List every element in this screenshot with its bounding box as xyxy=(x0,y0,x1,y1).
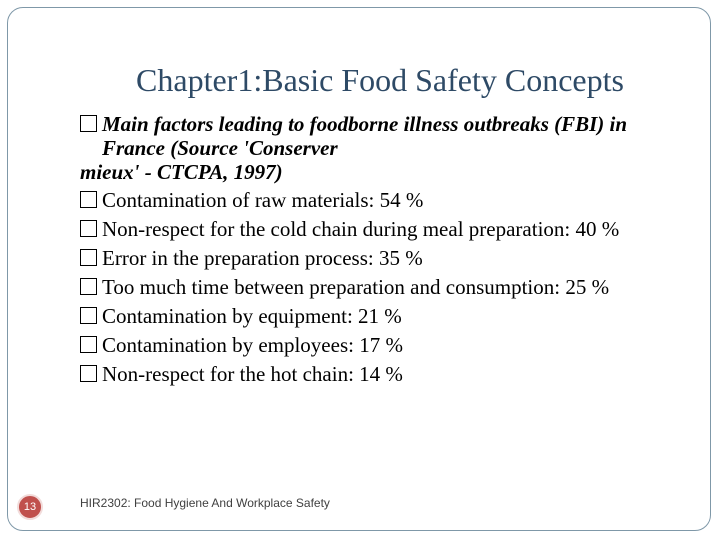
list-item-text: Contamination by employees: 17 % xyxy=(102,333,403,357)
hollow-square-bullet-icon xyxy=(80,249,97,266)
list-item xyxy=(80,275,690,299)
list-item-text: Too much time between preparation and consumption: 25 % xyxy=(102,275,610,299)
list-item-text: Error in the preparation process: 35 % xyxy=(102,246,423,270)
hollow-square-bullet-icon xyxy=(80,220,97,237)
slide-title: Chapter1:Basic Food Safety Concepts xyxy=(136,62,624,98)
list-item-text: Non-respect for the hot chain: 14 % xyxy=(102,362,403,386)
hollow-square-bullet-icon xyxy=(80,307,97,324)
hollow-square-bullet-icon xyxy=(80,336,97,353)
heading-item xyxy=(80,112,690,184)
list-item-text: Contamination by equipment: 21 % xyxy=(102,304,402,328)
heading-text-line2: mieux' - CTCPA, 1997) xyxy=(80,160,283,184)
hollow-square-bullet-icon xyxy=(80,115,97,132)
page-number-badge: 13 xyxy=(17,494,43,520)
list-item xyxy=(80,188,690,212)
hollow-square-bullet-icon xyxy=(80,365,97,382)
list-item xyxy=(80,362,690,386)
footer-text: HIR2302: Food Hygiene And Workplace Safety xyxy=(80,496,330,510)
list-item xyxy=(80,333,690,357)
list-item-text: Non-respect for the cold chain during meal preparation: 40 % xyxy=(102,217,620,241)
list-item xyxy=(80,304,690,328)
list-item xyxy=(80,217,690,241)
slide-body xyxy=(80,112,690,391)
heading-text-line1: Main factors leading to foodborne illness outbreaks (FBI) in France (Source 'Conserver xyxy=(102,112,628,160)
list-item xyxy=(80,246,690,270)
hollow-square-bullet-icon xyxy=(80,191,97,208)
list-item-text: Contamination of raw materials: 54 % xyxy=(102,188,424,212)
hollow-square-bullet-icon xyxy=(80,278,97,295)
